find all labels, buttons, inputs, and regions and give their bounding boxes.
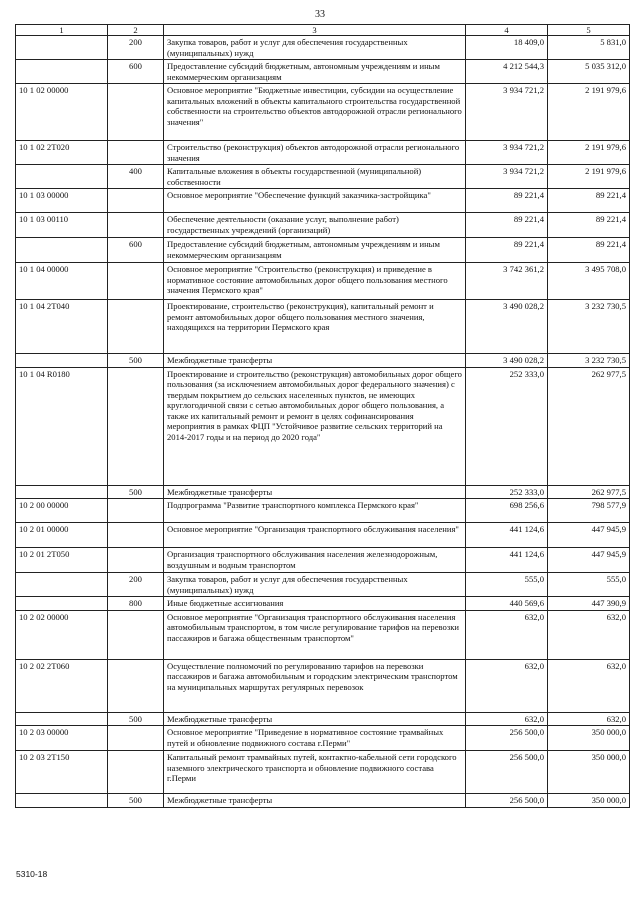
description-cell: Закупка товаров, работ и услуг для обеспечения государственных (муниципальных) нужд [164,36,466,60]
description-cell: Проектирование, строительство (реконструкция), капитальный ремонт и ремонт автомобильных дорог общего пользования местного значения, находящихся на территории Пермского края [164,300,466,354]
table-row [16,36,630,60]
column-header: 4 [466,25,548,36]
description-cell: Капитальные вложения в объекты государственной (муниципальной) собственности [164,165,466,189]
description-cell: Основное мероприятие "Организация транспортного обслуживания населения" [164,523,466,548]
amount-year1-cell: 3 490 028,2 [466,300,548,354]
table-row [16,751,630,794]
table-row [16,523,630,548]
table-row [16,485,630,498]
expense-type-cell [108,499,164,523]
amount-year2-cell: 89 221,4 [548,238,630,263]
description-cell: Организация транспортного обслуживания населения железнодорожным, воздушным и водным транспортом [164,548,466,573]
table-row [16,213,630,238]
amount-year2-cell: 262 977,5 [548,485,630,498]
table-row [16,548,630,573]
classification-code-cell: 10 1 03 00000 [16,189,108,213]
amount-year1-cell: 252 333,0 [466,485,548,498]
expense-type-cell [108,189,164,213]
description-cell: Закупка товаров, работ и услуг для обеспечения государственных (муниципальных) нужд [164,573,466,597]
classification-code-cell: 10 2 01 00000 [16,523,108,548]
classification-code-cell: 10 1 04 00000 [16,263,108,300]
amount-year1-cell: 3 490 028,2 [466,354,548,367]
classification-code-cell [16,354,108,367]
amount-year2-cell: 555,0 [548,573,630,597]
amount-year2-cell: 632,0 [548,712,630,725]
amount-year2-cell: 3 495 708,0 [548,263,630,300]
amount-year2-cell: 350 000,0 [548,751,630,794]
classification-code-cell [16,573,108,597]
classification-code-cell: 10 2 02 00000 [16,610,108,659]
amount-year2-cell: 2 191 979,6 [548,141,630,165]
classification-code-cell [16,36,108,60]
amount-year2-cell: 5 035 312,0 [548,60,630,84]
table-row [16,354,630,367]
amount-year2-cell: 632,0 [548,659,630,712]
amount-year2-cell: 262 977,5 [548,367,630,485]
amount-year1-cell: 632,0 [466,712,548,725]
expense-type-cell: 500 [108,485,164,498]
description-cell: Основное мероприятие "Бюджетные инвестиции, субсидии на осуществление капитальных вложений в объекты капитального строительства государственной собственности на строительство объектов автодорожной отрасли регионального значения" [164,84,466,141]
amount-year1-cell: 698 256,6 [466,499,548,523]
table-row [16,141,630,165]
table-row [16,84,630,141]
description-cell: Капитальный ремонт трамвайных путей, контактно-кабельной сети городского наземного электрического транспорта и обновление подвижного состава г.Перми [164,751,466,794]
column-header: 2 [108,25,164,36]
table-row [16,499,630,523]
amount-year1-cell: 89 221,4 [466,213,548,238]
table-row [16,263,630,300]
expense-type-cell [108,213,164,238]
description-cell: Основное мероприятие "Строительство (реконструкция) и приведение в нормативное состояние автомобильных дорог общего пользования местного значения Пермского края" [164,263,466,300]
classification-code-cell [16,597,108,610]
classification-code-cell: 10 2 03 00000 [16,726,108,751]
amount-year2-cell: 89 221,4 [548,213,630,238]
classification-code-cell [16,238,108,263]
description-cell: Подпрограмма "Развитие транспортного комплекса Пермского края" [164,499,466,523]
expense-type-cell: 500 [108,794,164,807]
table-row [16,659,630,712]
amount-year2-cell: 447 945,9 [548,523,630,548]
amount-year2-cell: 447 945,9 [548,548,630,573]
description-cell: Основное мероприятие "Организация транспортного обслуживания населения автомобильным транспортом, в том числе регулирование тарифов на перевозки пассажиров и багажа общественным транспортом" [164,610,466,659]
description-cell: Осуществление полномочий по регулированию тарифов на перевозки пассажиров и багажа автомобильным и городским электрическим транспортом на муниципальных маршрутах регулярных перевозок [164,659,466,712]
classification-code-cell [16,794,108,807]
amount-year2-cell: 798 577,9 [548,499,630,523]
amount-year1-cell: 3 934 721,2 [466,84,548,141]
table-row [16,610,630,659]
amount-year2-cell: 350 000,0 [548,726,630,751]
classification-code-cell: 10 1 04 2Т040 [16,300,108,354]
description-cell: Межбюджетные трансферты [164,485,466,498]
classification-code-cell [16,712,108,725]
amount-year1-cell: 4 212 544,3 [466,60,548,84]
description-cell: Иные бюджетные ассигнования [164,597,466,610]
amount-year1-cell: 18 409,0 [466,36,548,60]
table-row [16,794,630,807]
description-cell: Межбюджетные трансферты [164,794,466,807]
expense-type-cell: 800 [108,597,164,610]
expense-type-cell: 500 [108,712,164,725]
expense-type-cell [108,141,164,165]
description-cell: Предоставление субсидий бюджетным, автономным учреждениям и иным некоммерческим организациям [164,60,466,84]
expense-type-cell: 400 [108,165,164,189]
amount-year1-cell: 89 221,4 [466,238,548,263]
table-row [16,726,630,751]
footer-code: 5310-18 [16,869,48,879]
table-row [16,189,630,213]
description-cell: Проектирование и строительство (реконструкция) автомобильных дорог общего пользования (за исключением автомобильных дорог федерального значения) с твердым покрытием до сельских населенных пунктов, не имеющих круглогодичной связи с сетью автомобильных дорог общего пользования, а также их капитальный ремонт и ремонт в целях софинансирования мероприятия в рамках ФЦП "Устойчивое развитие сельских территорий на 2014-2017 годы и на период до 2020 года" [164,367,466,485]
amount-year1-cell: 632,0 [466,659,548,712]
classification-code-cell [16,165,108,189]
amount-year1-cell: 555,0 [466,573,548,597]
classification-code-cell: 10 2 01 2Т050 [16,548,108,573]
amount-year1-cell: 256 500,0 [466,751,548,794]
expense-type-cell [108,659,164,712]
table-row [16,597,630,610]
table-row [16,165,630,189]
description-cell: Основное мероприятие "Обеспечение функций заказчика-застройщика" [164,189,466,213]
amount-year2-cell: 3 232 730,5 [548,354,630,367]
amount-year2-cell: 632,0 [548,610,630,659]
table-body [16,36,630,807]
description-cell: Межбюджетные трансферты [164,354,466,367]
column-header: 5 [548,25,630,36]
classification-code-cell: 10 1 03 00110 [16,213,108,238]
amount-year2-cell: 5 831,0 [548,36,630,60]
description-cell: Строительство (реконструкция) объектов автодорожной отрасли регионального значения [164,141,466,165]
expense-type-cell: 600 [108,60,164,84]
classification-code-cell [16,485,108,498]
table-row [16,573,630,597]
expense-type-cell [108,610,164,659]
expense-type-cell [108,523,164,548]
amount-year1-cell: 632,0 [466,610,548,659]
table-row [16,238,630,263]
amount-year2-cell: 447 390,9 [548,597,630,610]
amount-year1-cell: 3 934 721,2 [466,141,548,165]
classification-code-cell: 10 2 02 2Т060 [16,659,108,712]
expense-type-cell [108,726,164,751]
table-row [16,60,630,84]
description-cell: Предоставление субсидий бюджетным, автономным учреждениям и иным некоммерческим организациям [164,238,466,263]
expense-type-cell: 200 [108,573,164,597]
column-header: 3 [164,25,466,36]
page-number: 33 [315,9,325,20]
expense-type-cell: 200 [108,36,164,60]
amount-year1-cell: 89 221,4 [466,189,548,213]
amount-year1-cell: 252 333,0 [466,367,548,485]
classification-code-cell: 10 2 03 2Т150 [16,751,108,794]
amount-year1-cell: 441 124,6 [466,548,548,573]
column-header: 1 [16,25,108,36]
expense-type-cell [108,300,164,354]
budget-table [15,24,630,808]
expense-type-cell: 500 [108,354,164,367]
classification-code-cell: 10 1 02 00000 [16,84,108,141]
amount-year1-cell: 3 934 721,2 [466,165,548,189]
classification-code-cell [16,60,108,84]
expense-type-cell [108,548,164,573]
description-cell: Основное мероприятие "Приведение в нормативное состояние трамвайных путей и обновление подвижного состава г.Перми" [164,726,466,751]
amount-year2-cell: 2 191 979,6 [548,84,630,141]
expense-type-cell: 600 [108,238,164,263]
column-numbers-row [16,25,630,36]
table-row [16,367,630,485]
amount-year1-cell: 441 124,6 [466,523,548,548]
description-cell: Обеспечение деятельности (оказание услуг, выполнение работ) государственных учреждений (организаций) [164,213,466,238]
description-cell: Межбюджетные трансферты [164,712,466,725]
classification-code-cell: 10 2 00 00000 [16,499,108,523]
amount-year2-cell: 3 232 730,5 [548,300,630,354]
classification-code-cell: 10 1 02 2Т020 [16,141,108,165]
table-row [16,712,630,725]
amount-year1-cell: 256 500,0 [466,794,548,807]
expense-type-cell [108,367,164,485]
amount-year1-cell: 256 500,0 [466,726,548,751]
expense-type-cell [108,84,164,141]
expense-type-cell [108,263,164,300]
amount-year1-cell: 440 569,6 [466,597,548,610]
classification-code-cell: 10 1 04 R0180 [16,367,108,485]
amount-year2-cell: 89 221,4 [548,189,630,213]
amount-year2-cell: 2 191 979,6 [548,165,630,189]
table-row [16,300,630,354]
amount-year2-cell: 350 000,0 [548,794,630,807]
amount-year1-cell: 3 742 361,2 [466,263,548,300]
expense-type-cell [108,751,164,794]
